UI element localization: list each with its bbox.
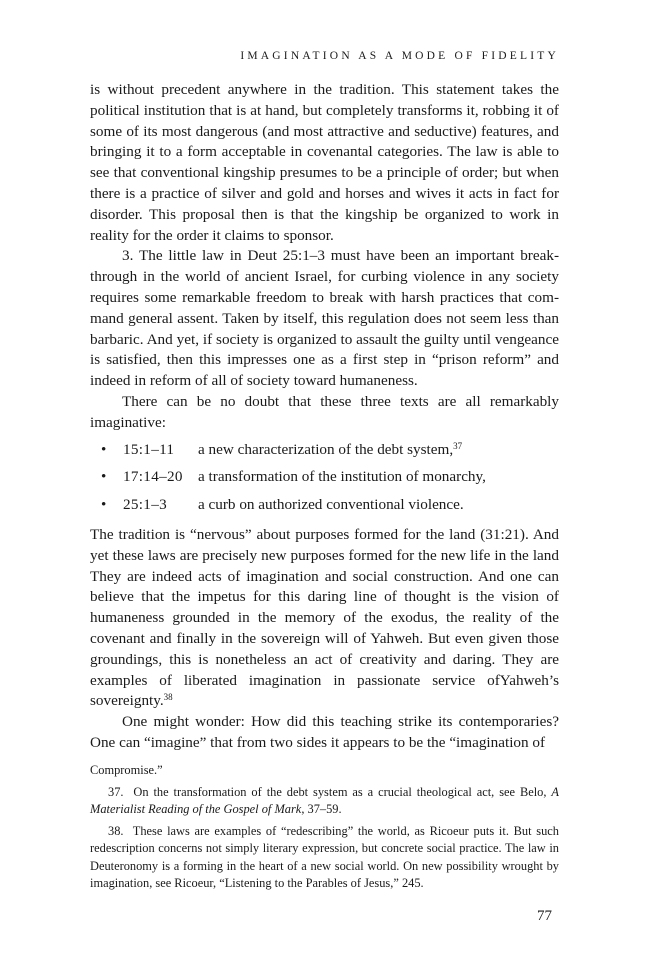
bullet-text: a transformation of the institution of monarchy, (198, 468, 486, 486)
bullet-item (90, 467, 559, 495)
footnote-number: 37. (108, 784, 124, 799)
page-number: 77 (537, 908, 552, 924)
paragraph-4 (90, 525, 559, 712)
paragraph-4-text: The tradition is “nervous” about purposes formed for the land (31:21). And yet these laws are precisely new purposes formed for the new life in the land They are indeed acts of imagination and social construction. And one can believe that the impetus for this daring line of thought is the vision of humaneness grounded in the memory of the exodus, the reality of the covenant and finally in the sovereign will of Yahweh. But even given those groundings, this is nonetheless an act of creativity and daring. They are examples of liberated imagination in passionate service ofYahweh’s sovereignty. (90, 526, 559, 710)
footnote-text: On the transformation of the debt system as a crucial theological act, see Belo, (133, 784, 547, 799)
bullet-ref: 25:1–3 (123, 495, 167, 513)
bullet-list (90, 440, 559, 523)
paragraph-2: 3. The little law in Deut 25:1–3 must have been an important breakthrough in the world of ancient Israel, for curbing violence in any society requires some remarkable freedom to break with harsh practices that command general assent. Taken by itself, this regulation does not seem less than barbaric. And yet, if society is organized to assault the guilty until vengeance is satisfied, then this impresses one as a first step in “prison reform” and indeed in reform of all of society toward humaneness. (90, 247, 559, 390)
bullet-text: a new characterization of the debt system, (198, 440, 454, 458)
footnote-text: These laws are examples of “redescribing” the world, as Ricoeur puts it. But such redescription concerns not simply literary expression, but concrete social practice. The law in Deuteronomy is a forming in the heart of a new social world. On new possibility wrought by imagination, see Ricoeur, “Listening to the Parables of Jesus,” 245. (90, 823, 559, 890)
bullet-ref: 15:1–11 (123, 440, 175, 458)
running-header: IMAGINATION AS A MODE OF FIDELITY (240, 50, 559, 62)
bullet-ref: 17:14–20 (123, 468, 183, 486)
body-text (90, 80, 559, 754)
paragraph-1: is without precedent anywhere in the tradition. This statement takes the political institution that is at hand, but completely transforms it, robbing it of some of its most dangerous (and most attractive and seductive) features, and bringing it to a form acceptable in covenantal categories. The law is able to see that conventional kingship presumes to be a principle of order; but when there is a practice of silver and gold and horses and wives it acts in fact for disorder. This proposal then is that the kingship be organized to work in reality for the order it claims to sponsor. (90, 81, 559, 244)
bullet-icon: • (101, 468, 107, 486)
footnote-37 (90, 784, 559, 819)
footnote-carryover: Compromise.” (90, 763, 163, 777)
bullet-item (90, 440, 559, 468)
paragraph-5: One might wonder: How did this teaching strike its contemporaries? One can “imagine” that from two sides it appears to be the “imagination of (90, 713, 559, 752)
footnote-ref-38: 38 (163, 692, 173, 703)
footnote-number: 38. (108, 823, 124, 838)
footnote-book-title: A Materialist Reading of the Gospel of Mark (90, 784, 559, 816)
footnote-38 (90, 823, 559, 893)
footnotes (90, 762, 559, 897)
bullet-icon: • (101, 440, 107, 458)
bullet-icon: • (101, 495, 107, 513)
footnote-ref-37: 37 (453, 440, 463, 451)
paragraph-3: There can be no doubt that these three texts are all remarkably imaginative: (90, 392, 559, 431)
footnote-pages: , 37–59. (301, 802, 342, 816)
bullet-item (90, 495, 559, 523)
bullet-text: a curb on authorized conventional violence. (198, 495, 464, 513)
